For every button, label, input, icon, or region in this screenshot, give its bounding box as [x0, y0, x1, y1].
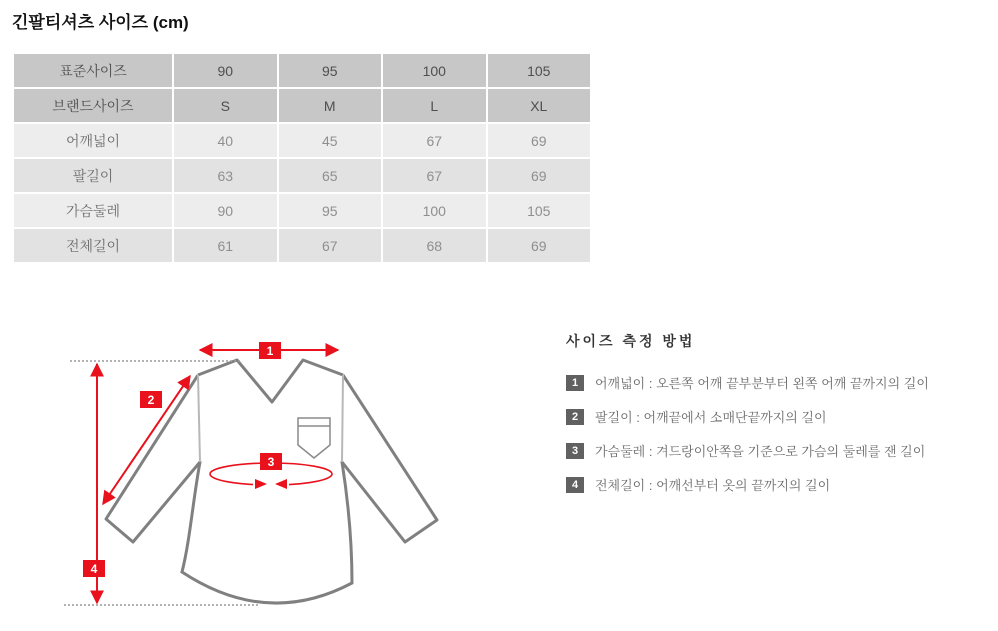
- legend-number-badge-3: 3: [566, 443, 584, 459]
- size-cell: S: [174, 89, 277, 122]
- table-row-chest: [14, 194, 590, 227]
- value-cell: 67: [279, 229, 382, 262]
- value-cell: 100: [383, 194, 486, 227]
- row-header: 어깨넓이: [14, 124, 172, 157]
- table-row-brand-size: [14, 89, 590, 122]
- value-cell: 105: [488, 194, 591, 227]
- value-cell: 69: [488, 229, 591, 262]
- legend-item-chest: [566, 441, 991, 460]
- shirt-measurement-diagram: [0, 320, 560, 631]
- marker-badge-2: [140, 391, 162, 408]
- value-cell: 69: [488, 124, 591, 157]
- row-header: 가슴둘레: [14, 194, 172, 227]
- table-row-standard-size: [14, 54, 590, 87]
- row-header: 표준사이즈: [14, 54, 172, 87]
- svg-text:2: 2: [147, 393, 155, 407]
- value-cell: 67: [383, 159, 486, 192]
- value-cell: 69: [488, 159, 591, 192]
- marker-badge-3: [260, 453, 282, 470]
- table-row-total-length: [14, 229, 590, 262]
- legend-item-sleeve: [566, 407, 991, 426]
- page-title: 긴팔티셔츠 사이즈 (cm): [12, 13, 189, 32]
- legend-item-text: 팔길이 : 어깨끝에서 소매단끝까지의 길이: [595, 410, 827, 425]
- svg-text:3: 3: [267, 455, 275, 469]
- legend-number-badge-2: 2: [566, 409, 584, 425]
- table-row-shoulder-width: [14, 124, 590, 157]
- value-cell: 45: [279, 124, 382, 157]
- legend-item-text: 가슴둘레 : 겨드랑이안쪽을 기준으로 가슴의 둘레를 잰 길이: [595, 444, 926, 459]
- size-cell: 100: [383, 54, 486, 87]
- value-cell: 63: [174, 159, 277, 192]
- marker-badge-1: [259, 342, 281, 359]
- value-cell: 67: [383, 124, 486, 157]
- right-sleeve-outline: [342, 375, 437, 542]
- value-cell: 68: [383, 229, 486, 262]
- row-header: 브랜드사이즈: [14, 89, 172, 122]
- value-cell: 90: [174, 194, 277, 227]
- marker-badge-4: [83, 560, 105, 577]
- row-header: 팔길이: [14, 159, 172, 192]
- table-row-sleeve-length: [14, 159, 590, 192]
- size-table: [12, 52, 592, 264]
- right-armhole-seam: [342, 375, 343, 462]
- legend-number-badge-4: 4: [566, 477, 584, 493]
- value-cell: 40: [174, 124, 277, 157]
- size-cell: XL: [488, 89, 591, 122]
- size-cell: 95: [279, 54, 382, 87]
- measurement-method-legend: [566, 331, 991, 509]
- size-cell: 90: [174, 54, 277, 87]
- svg-text:1: 1: [266, 344, 274, 358]
- row-header: 전체길이: [14, 229, 172, 262]
- legend-item-text: 어깨넓이 : 오른쪽 어깨 끝부분부터 왼쪽 어깨 끝까지의 길이: [595, 376, 929, 391]
- size-cell: 105: [488, 54, 591, 87]
- value-cell: 95: [279, 194, 382, 227]
- size-cell: L: [383, 89, 486, 122]
- legend-number-badge-1: 1: [566, 375, 584, 391]
- legend-item-text: 전체길이 : 어깨선부터 옷의 끝까지의 길이: [595, 478, 831, 493]
- svg-text:4: 4: [90, 562, 98, 576]
- value-cell: 61: [174, 229, 277, 262]
- size-cell: M: [279, 89, 382, 122]
- value-cell: 65: [279, 159, 382, 192]
- legend-title: 사이즈 측정 방법: [566, 333, 696, 349]
- legend-item-shoulder: [566, 373, 991, 392]
- legend-item-total-length: [566, 475, 991, 494]
